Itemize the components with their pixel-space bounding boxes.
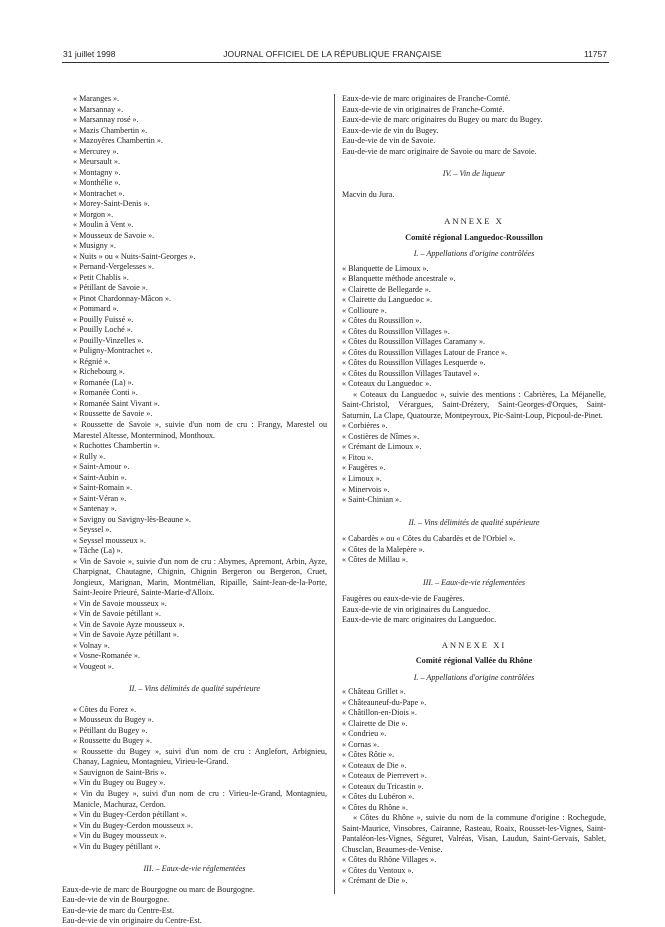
annexe-title: ANNEXE XI (441, 639, 507, 650)
list-item: « Vin de Savoie Ayze pétillant ». (73, 630, 179, 640)
list-item: « Seyssel ». (73, 525, 112, 535)
list-item: Eaux-de-vie de vin originaires du Languedoc. (342, 604, 491, 614)
list-item: « Saint-Romain ». (73, 483, 133, 493)
list-item: « Vin du Bugey ou Bugey ». (73, 778, 166, 788)
list-item: « Saint-Amour ». (73, 462, 130, 472)
list-item: « Pouilly-Vinzelles ». (73, 335, 144, 345)
header-page-number: 11757 (583, 49, 607, 59)
list-item: « Côtes du Forez ». (73, 704, 137, 714)
list-item: « Pernand-Vergelesses ». (73, 262, 154, 272)
list-item: « Coteaux de Pierrevert ». (342, 771, 427, 781)
list-item: « Crémant de Die ». (342, 876, 408, 886)
eaux-list (62, 885, 327, 927)
list-item: « Saint-Véran ». (73, 493, 127, 503)
list-item: « Cornas ». (342, 739, 380, 749)
list-item: « Coteaux du Languedoc ». (342, 379, 432, 389)
list-item: « Clairette de Die ». (342, 718, 408, 728)
list-item: « Château Grillet ». (342, 687, 406, 697)
list-item: « Vin du Bugey pétillant ». (73, 841, 161, 851)
list-item-long: « Vin de Savoie », suivie d'un nom de cru : Abymes, Apremont, Arbin, Ayze, Charpignat, Chautagne, Chignin, Chignin Bergeron ou Bergeron, Cruet, Jongieux, Marignan, Marin, Montmélian, Ripaille, Saint-Jean-de-la-Porte, Saint-Jeoire Prieuré, Sainte-Marie-d'Alloix. (73, 556, 327, 598)
list-item: « Savigny ou Savigny-lès-Beaune ». (73, 514, 192, 524)
list-item: « Saint-Aubin ». (73, 472, 127, 482)
list-item: « Seyssel mousseux ». (73, 535, 146, 545)
list-item: « Côtes du Ventoux ». (342, 865, 414, 875)
list-item: « Roussette du Bugey ». (73, 736, 152, 746)
list-item: « Côtes du Rhône ». (342, 802, 408, 812)
list-item: « Saint-Chinian ». (342, 495, 402, 505)
list-item: « Côtes du Roussillon Villages Caramany ». (342, 337, 486, 347)
list-item: « Pétillant de Savoie ». (73, 283, 148, 293)
list-item: « Pouilly Fuissé ». (73, 314, 134, 324)
list-item: Eaux-de-vie de marc de Bourgogne ou marc de Bourgogne. (62, 884, 255, 894)
list-item: « Faugères ». (342, 463, 386, 473)
list-item: « Meursault ». (73, 157, 120, 167)
list-item: « Clairette du Languedoc ». (342, 295, 433, 305)
header-date: 31 juillet 1998 (63, 49, 116, 59)
committee-title: Comité régional Languedoc-Roussillon (405, 232, 543, 242)
list-item: « Fitou ». (342, 452, 374, 462)
list-item: « Clairette de Bellegarde ». (342, 284, 431, 294)
list-item: Eau-de-vie de marc originaire de Savoie ou marc de Savoie. (342, 146, 537, 156)
annexe-x-eaux-list (342, 594, 606, 626)
list-item: « Pouilly Loché ». (73, 325, 133, 335)
list-item: « Costières de Nîmes ». (342, 431, 420, 441)
section-heading: III. – Eaux-de-vie réglementées (422, 577, 526, 587)
list-item: « Musigny ». (73, 241, 116, 251)
list-item: « Vin de Savoie Ayze mousseux ». (73, 619, 185, 629)
list-item: « Châtillon-en-Diois ». (342, 708, 417, 718)
list-item: « Limoux ». (342, 473, 382, 483)
list-item: « Côtes Rôtie ». (342, 750, 395, 760)
list-item: « Mazis Chambertin ». (73, 125, 148, 135)
annexe-x-aoc-list (342, 264, 606, 506)
list-item: « Vougeot ». (73, 661, 114, 671)
list-item: « Châteauneuf-du-Pape ». (342, 697, 427, 707)
list-item: Macvin du Jura. (342, 189, 395, 199)
list-item: « Volnay ». (73, 640, 110, 650)
annexe-x-vdqs-list (342, 534, 606, 566)
list-item: « Romanée (La) ». (73, 377, 134, 387)
annexe-title: ANNEXE X (444, 216, 504, 227)
list-item: « Blanquette méthode ancestrale ». (342, 274, 456, 284)
list-item: « Cabardès » ou « Côtes du Cabardès et de l'Orbiel ». (342, 534, 516, 544)
list-item: « Romanée Saint Vivant ». (73, 398, 160, 408)
list-item: « Blanquette de Limoux ». (342, 263, 429, 273)
section-heading: IV. – Vin de liqueur (442, 169, 506, 179)
list-item: « Corbières ». (342, 421, 388, 431)
list-item: « Pinot Chardonnay-Mâcon ». (73, 293, 172, 303)
list-item: Eaux-de-vie de vin originaires de Franche-Comté. (342, 104, 505, 114)
list-item: « Côtes du Roussillon Villages ». (342, 326, 450, 336)
list-item: Eau-de-vie de marc du Centre-Est. (62, 905, 175, 915)
list-item: « Côtes du Lubéron ». (342, 792, 415, 802)
list-item: « Côtes du Roussillon ». (342, 316, 422, 326)
list-item: Eaux-de-vie de marc originaires de Franche-Comté. (342, 94, 511, 103)
list-item: « Pétillant du Bugey ». (73, 725, 148, 735)
list-item: « Vin de Savoie pétillant ». (73, 609, 161, 619)
section-heading: II. – Vins délimités de qualité supérieure (128, 684, 261, 694)
list-item: « Petit Chablis ». (73, 272, 129, 282)
list-item-long: « Roussette du Bugey », suivi d'un nom de cru : Anglefort, Arbignieu, Chanay, Lagnieu, Montagnieu, Virieu-le-Grand. (73, 746, 327, 767)
column-separator (334, 94, 335, 894)
list-item: « Nuits » ou « Nuits-Saint-Georges ». (73, 251, 196, 261)
eaux-list-continued (342, 94, 606, 157)
list-item-long: « Vin du Bugey », suivi d'un nom de cru : Virieu-le-Grand, Montagnieu, Manicle, Machuraz, Cerdon. (73, 789, 327, 809)
list-item: « Mousseux de Savoie ». (73, 230, 155, 240)
list-item: « Côtes de la Malepère ». (342, 544, 425, 554)
list-item: « Côtes du Roussillon Villages Latour de France ». (342, 347, 508, 357)
list-item: Eaux-de-vie de marc originaires du Bugey ou marc du Bugey. (342, 115, 543, 125)
list-item: « Côtes du Roussillon Villages Lesquerde ». (342, 358, 486, 368)
list-item: « Puligny-Montrachet ». (73, 346, 153, 356)
list-item: « Maranges ». (73, 94, 120, 103)
left-column (62, 94, 327, 927)
list-item: « Montagny ». (73, 167, 121, 177)
list-item: « Régnié ». (73, 356, 111, 366)
list-item: « Vin du Bugey-Cerdon mousseux ». (73, 820, 193, 830)
list-item: Eaux-de-vie de vin du Bugey. (342, 125, 439, 135)
list-item: « Sauvignon de Saint-Bris ». (73, 767, 167, 777)
section-heading: II. – Vins délimités de qualité supérieure (408, 517, 540, 527)
list-item: « Vin du Bugey mousseux ». (73, 831, 167, 841)
list-item: « Moulin à Vent ». (73, 220, 134, 230)
list-item: « Ruchottes Chambertin ». (73, 441, 160, 451)
list-item: « Vin de Savoie mousseux ». (73, 598, 167, 608)
list-item: « Romanée Conti ». (73, 388, 138, 398)
list-item: « Vosne-Romanée ». (73, 651, 140, 661)
header-journal-title: JOURNAL OFFICIEL DE LA RÉPUBLIQUE FRANÇAISE (223, 49, 442, 59)
vdqs-list (62, 705, 327, 852)
section-heading: I. – Appellations d'origine contrôlées (413, 672, 535, 682)
list-item: « Vin du Bugey-Cerdon pétillant ». (73, 810, 188, 820)
list-item: Faugères ou eaux-de-vie de Faugères. (342, 594, 465, 604)
page-header (0, 0, 665, 80)
list-item: « Mousseux du Bugey ». (73, 715, 154, 725)
list-item: « Crémant de Limoux ». (342, 442, 422, 452)
annexe-xi-aoc-list (342, 687, 606, 887)
list-item: « Morey-Saint-Denis ». (73, 199, 150, 209)
list-item: Eau-de-vie de vin de Savoie. (342, 136, 436, 146)
list-item: « Mercurey ». (73, 146, 119, 156)
list-item-long: « Côtes du Rhône », suivie du nom de la commune d'origine : Rochegude, Saint-Maurice, Vinsobres, Cairanne, Rasteau, Roaix, Rousset-les-Vignes, Saint-Pantaléon-les-Vignes, Séguret, Valréas, Visan, Laudun, Saint-Gervais, Sablet, Chusclan, Beaumes-de-Venise. (342, 813, 606, 854)
list-item: « Rully ». (73, 451, 106, 461)
list-item: « Marsannay rosé ». (73, 115, 139, 125)
list-item: « Condrieu ». (342, 729, 387, 739)
list-item: « Collioure ». (342, 305, 387, 315)
list-item: « Richebourg ». (73, 367, 125, 377)
committee-title: Comité régional Vallée du Rhône (415, 656, 533, 666)
section-heading: III. – Eaux-de-vie réglementées (143, 864, 246, 874)
list-item: Eaux-de-vie de marc originaires du Languedoc. (342, 615, 497, 625)
header-rule (62, 62, 609, 63)
list-item: « Côtes de Millau ». (342, 555, 408, 565)
right-column (342, 94, 606, 887)
list-item: « Marsannay ». (73, 104, 124, 114)
list-item: « Pommard ». (73, 304, 119, 314)
section-heading: I. – Appellations d'origine contrôlées (413, 249, 535, 259)
list-item: « Mazoyères Chambertin ». (73, 136, 163, 146)
list-item: « Coteaux du Tricastin ». (342, 781, 424, 791)
list-item: « Santenay ». (73, 504, 117, 514)
list-item-long: « Coteaux du Languedoc », suivie des mentions : Cabrières, La Méjanelle, Saint-Christol, Vérargues, Saint-Drézery, Saint-Georges-d'Orques, Saint-Saturnin, La Clape, Quatourze, Montpeyroux, Pic-Saint-Loup, Picpoul-de-Pinet. (342, 389, 606, 420)
list-item: « Montrachet ». (73, 188, 125, 198)
list-item: « Coteaux de Die ». (342, 760, 407, 770)
list-item: « Côtes du Roussillon Villages Tautavel ». (342, 368, 480, 378)
list-item: « Roussette de Savoie ». (73, 409, 153, 419)
list-item: « Tâche (La) ». (73, 546, 123, 556)
list-item: Eau-de-vie de vin de Bourgogne. (62, 895, 170, 905)
list-item: « Côtes du Rhône Villages ». (342, 855, 437, 865)
list-item-long: « Roussette de Savoie », suivie d'un nom de cru : Frangy, Marestel ou Marestel Altesse, Monterminod, Monthoux. (73, 419, 327, 440)
list-item: « Minervois ». (342, 484, 390, 494)
list-item: Eau-de-vie de vin originaire du Centre-Est. (62, 916, 202, 926)
list-item: « Morgon ». (73, 209, 114, 219)
aoc-list (62, 94, 327, 672)
list-item: « Monthélie ». (73, 178, 121, 188)
